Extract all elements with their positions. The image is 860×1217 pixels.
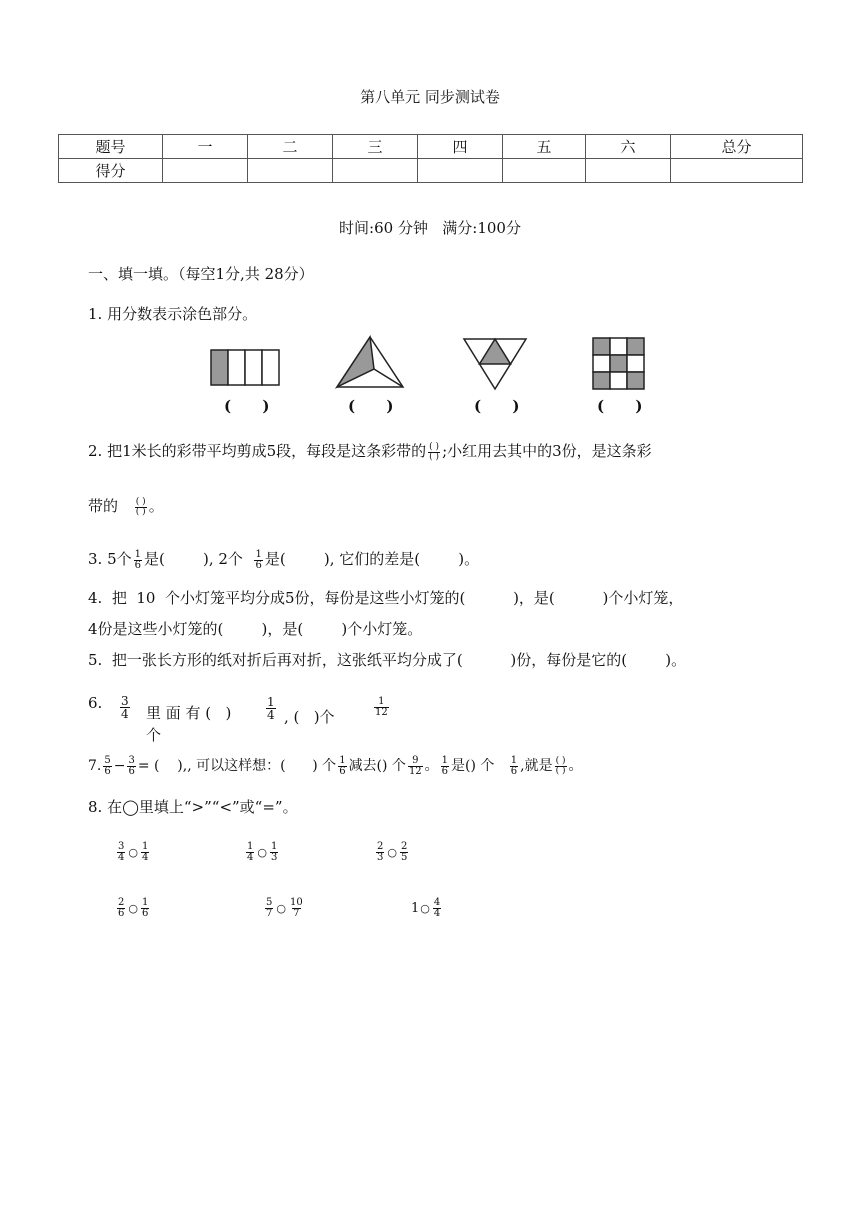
fraction-denominator: 7 [293, 908, 300, 919]
answer-blank[interactable]: ( ) [597, 397, 643, 415]
question-2 [88, 440, 652, 462]
answer-blank[interactable]: ( ) [348, 397, 394, 415]
score-input-cell[interactable] [671, 159, 803, 183]
table-cell: 题号 [59, 135, 163, 159]
fraction [254, 550, 262, 571]
compare-circle[interactable]: ○ [387, 846, 397, 859]
table-cell: 二 [248, 135, 333, 159]
fraction-denominator: 4 [118, 852, 125, 863]
compare-circle[interactable]: ○ [257, 846, 267, 859]
exam-info: 时间:60 分钟 满分:100分 [339, 219, 521, 237]
question-text: 是( ), 它们的差是( )。 [264, 550, 480, 568]
question-8: 8. 在◯里填上“>”“<”或“=”。 [88, 798, 298, 816]
question-4-line-1: 4. 把 10 个小灯笼平均分成5份，每份是这些小灯笼的( )，是( )个小灯笼， [88, 589, 684, 607]
triangle-figure [333, 333, 408, 391]
fraction-denominator: 6 [134, 559, 141, 571]
fraction-numerator: 3 [128, 754, 135, 766]
question-text: 是( ), 2个 [144, 550, 243, 568]
fraction-blank[interactable] [428, 443, 440, 462]
score-input-cell[interactable] [586, 159, 671, 183]
table-cell: 一 [163, 135, 248, 159]
question-text: 。 [568, 758, 583, 774]
grid-figure [588, 333, 650, 395]
table-cell: 四 [418, 135, 503, 159]
score-input-cell[interactable] [503, 159, 586, 183]
question-4-line-2: 4份是这些小灯笼的( )，是( )个小灯笼。 [88, 620, 423, 638]
compare-circle[interactable]: ○ [420, 902, 430, 915]
fraction-numerator: 10 [289, 897, 303, 908]
fraction-numerator: 2 [400, 841, 408, 852]
compare-circle[interactable]: ○ [128, 846, 138, 859]
compare-circle[interactable]: ○ [276, 902, 286, 915]
fraction-numerator: 1 [141, 841, 149, 852]
question-text: 是() 个 [451, 758, 495, 774]
fraction-numerator: 1 [255, 548, 262, 560]
fraction-numerator: 2 [118, 897, 125, 908]
fraction-denominator: 6 [255, 559, 262, 571]
fraction-denominator: 3 [270, 852, 278, 863]
fraction-denominator: 4 [121, 707, 129, 721]
fraction-denominator: 4 [141, 852, 149, 863]
fraction [118, 695, 132, 720]
question-text: , ( )个 [284, 708, 335, 726]
question-text: ;小红用去其中的3份，是这条彩 [442, 442, 652, 460]
comparison-item [115, 842, 151, 863]
question-text: ,就是 [520, 758, 553, 774]
table-cell: 六 [586, 135, 671, 159]
table-cell: 总分 [671, 135, 803, 159]
question-3 [88, 548, 479, 571]
score-table-header-row [59, 135, 803, 159]
fraction-numerator: 5 [104, 754, 111, 766]
fraction-denominator: 4 [267, 708, 275, 722]
comparison-item [263, 898, 306, 919]
fraction-denominator: ( ) [135, 506, 146, 517]
fraction-denominator: 6 [128, 765, 135, 777]
fraction-numerator: 1 [247, 841, 254, 852]
fraction-denominator: 7 [266, 908, 273, 919]
fraction-blank[interactable] [135, 498, 147, 517]
fraction-denominator: ( ) [555, 765, 566, 776]
fraction-denominator: 6 [104, 765, 111, 777]
answer-blank[interactable]: ( ) [224, 397, 270, 415]
fraction-denominator: 6 [118, 908, 125, 919]
fraction-numerator: ( ) [429, 441, 440, 452]
fraction-numerator: 1 [510, 754, 518, 766]
fraction [103, 756, 111, 777]
minus-sign: − [113, 758, 126, 774]
section-heading: 一、填一填。（每空1分,共 28分） [88, 265, 314, 283]
question-5: 5. 把一张长方形的纸对折后再对折，这张纸平均分成了( )份，每份是它的( )。 [88, 651, 687, 669]
fraction-numerator: ( ) [135, 496, 146, 507]
fraction-numerator: 1 [378, 696, 385, 707]
fraction-denominator: 5 [400, 852, 408, 863]
question-text: 2. 把1米长的彩带平均剪成5段，每段是这条彩带的 [88, 442, 427, 460]
fraction [264, 696, 278, 721]
comparison-item [374, 842, 410, 863]
fraction-numerator: 3 [121, 694, 129, 708]
fraction [510, 756, 518, 777]
comparison-item [411, 898, 443, 919]
score-input-cell[interactable] [418, 159, 503, 183]
fraction-numerator: 1 [339, 754, 346, 766]
fraction-numerator: 5 [266, 897, 273, 908]
comparison-item [115, 898, 151, 919]
answer-blank[interactable]: ( ) [474, 397, 520, 415]
fraction-denominator: 12 [375, 707, 388, 718]
question-text: 。 [424, 758, 439, 774]
compare-circle[interactable]: ○ [128, 902, 138, 915]
fraction-denominator: 6 [441, 765, 449, 777]
fraction-denominator: 12 [408, 765, 422, 777]
fraction-denominator: 4 [247, 852, 254, 863]
table-cell: 五 [503, 135, 586, 159]
fraction-blank[interactable] [555, 757, 567, 776]
fraction [127, 756, 135, 777]
question-text: = ( ),, 可以这样想：( ) 个 [137, 758, 337, 774]
fraction-denominator: 4 [433, 908, 441, 919]
comparison-item [244, 842, 280, 863]
fraction-denominator: 6 [141, 908, 149, 919]
question-7 [88, 755, 583, 777]
fraction [408, 756, 423, 777]
question-1: 1. 用分数表示涂色部分。 [88, 305, 258, 323]
question-text: 个 [146, 726, 162, 744]
score-input-cell[interactable] [333, 159, 418, 183]
fraction [134, 550, 142, 571]
fraction [338, 756, 346, 777]
fraction-numerator: 9 [412, 754, 419, 766]
fraction-denominator: ( ) [429, 451, 440, 462]
question-text: 减去() 个 [348, 758, 406, 774]
question-text: 里 面 有 ( ) [146, 704, 232, 722]
question-text: 3. 5个 [88, 550, 132, 568]
whole-number: 1 [411, 901, 420, 916]
fraction-numerator: 1 [134, 548, 141, 560]
question-text: 。 [148, 497, 164, 515]
fraction-denominator: 3 [377, 852, 384, 863]
fraction-numerator: 4 [433, 897, 441, 908]
score-table-score-row [59, 159, 803, 183]
fraction-numerator: 1 [270, 841, 278, 852]
question-6-number: 6. [88, 694, 103, 712]
question-text: 7. [88, 758, 102, 774]
score-input-cell[interactable] [248, 159, 333, 183]
rectangle-figure [205, 345, 285, 390]
fraction-numerator: ( ) [555, 755, 566, 766]
fraction-numerator: 2 [377, 841, 384, 852]
fraction [441, 756, 449, 777]
question-2-cont [88, 495, 164, 517]
question-text: 带的 [88, 497, 119, 515]
fraction [372, 697, 391, 718]
score-table [58, 134, 803, 183]
fraction-numerator: 1 [267, 695, 275, 709]
table-cell: 三 [333, 135, 418, 159]
page-title: 第八单元 同步测试卷 [360, 88, 500, 106]
fraction-numerator: 1 [141, 897, 149, 908]
fraction-denominator: 6 [339, 765, 346, 777]
fraction-numerator: 1 [441, 754, 449, 766]
fraction-denominator: 6 [510, 765, 518, 777]
table-cell: 得分 [59, 159, 163, 183]
inverted-triangle-figure [460, 335, 530, 393]
fraction-numerator: 3 [118, 841, 125, 852]
score-input-cell[interactable] [163, 159, 248, 183]
